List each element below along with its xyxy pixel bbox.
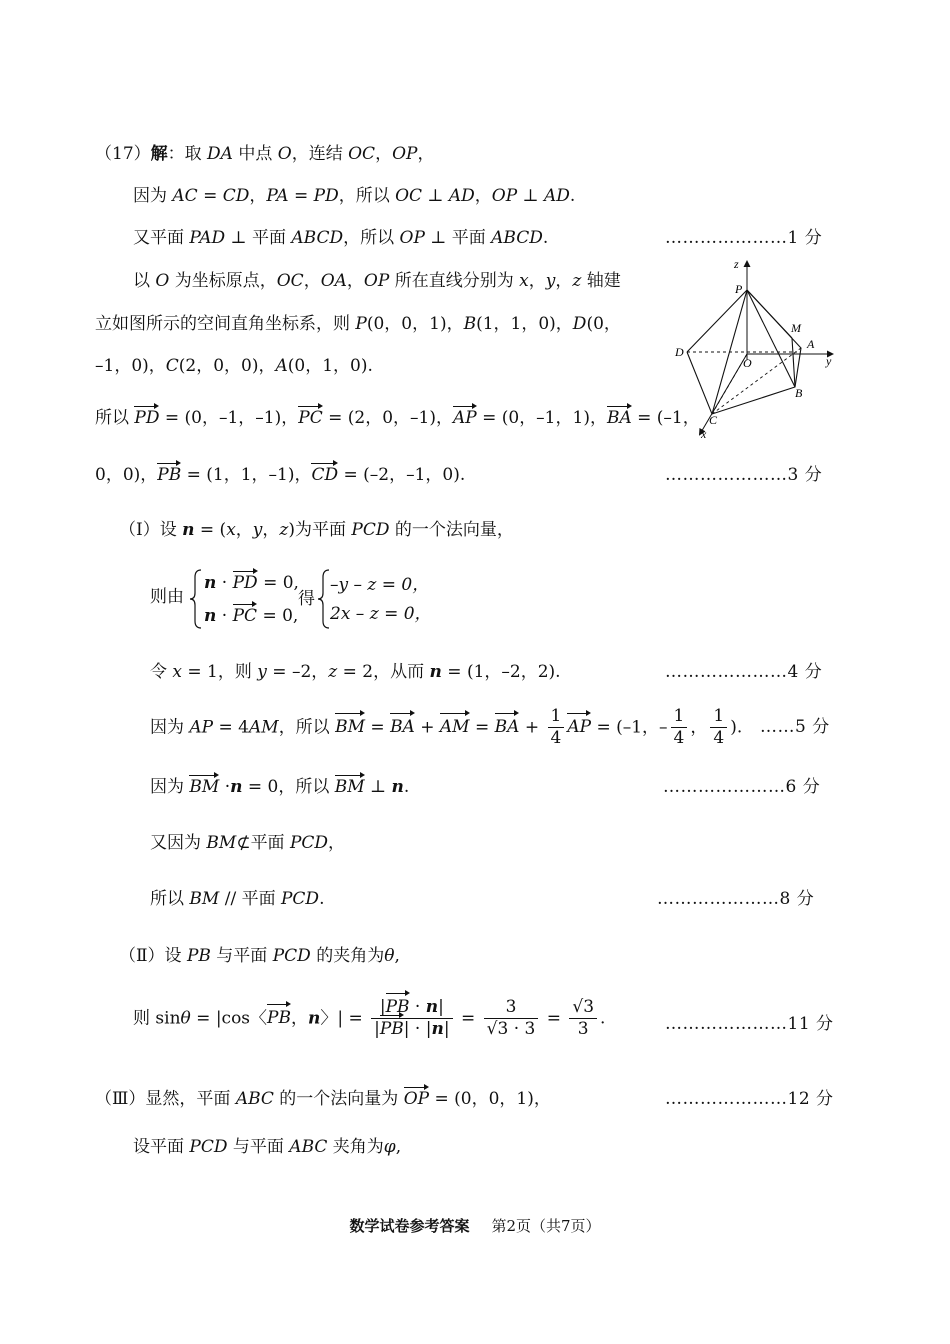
fraction: $\frac{1}{4}$ (671, 706, 688, 750)
text-line: 令 x = 1，则 y = –2，z = 2，从而 n = (1，–2，2). (150, 662, 561, 682)
equation-row: 2x – z = 0， (330, 604, 432, 624)
text-line: 所以 PD = (0，–1，–1)，PC = (2，0，–1)，AP = (0，–1，1)，BA = (–1， (95, 408, 700, 428)
score-marker: …………………3 分 (665, 465, 823, 485)
part-2-heading: （Ⅱ）设 PB 与平面 PCD 的夹角为θ, (119, 946, 400, 966)
score-marker: …………………8 分 (657, 889, 815, 909)
page-number: 第2页（共7页） (491, 1217, 601, 1235)
label-x: x (701, 427, 707, 441)
footer-title: 数学试卷参考答案 (349, 1217, 470, 1235)
text-line: 设平面 PCD 与平面 ABC 夹角为φ, (133, 1137, 402, 1157)
part-3-heading: （Ⅲ）显然，平面 ABC 的一个法向量为 OP = (0，0，1)， (95, 1089, 551, 1109)
problem-17-intro: （17）解：取 DA 中点 O，连结 OC，OP， (95, 144, 435, 164)
label-A: A (807, 337, 815, 351)
text-line: 所以 BM // 平面 PCD. (150, 889, 325, 909)
score-marker: ……5 分 (760, 717, 830, 737)
text-line: 因为 AP = 4AM，所以 BM = BA + AM = BA + $\frac{1}{4}$ AP = (–1，– $\frac{1}{4}$ ， $\frac{1}{4}$ ). (150, 706, 743, 749)
label-O: O (743, 356, 752, 370)
text-line: 则 sinθ = |cos〈PB，n〉| = $\frac{|PB \cdot n|}{|PB| \cdot |n|}$ = $\frac{3}{√3 \cdot 3}$ = $\frac{√3}{3}$ . (133, 997, 606, 1040)
score-marker: …………………4 分 (665, 662, 823, 682)
text-line: 因为 BM ·n = 0，所以 BM ⊥ n. (150, 777, 410, 797)
label-B: B (795, 386, 803, 400)
score-marker: …………………11 分 (665, 1014, 834, 1034)
fraction: $\frac{3}{√3 \cdot 3}$ (484, 997, 539, 1041)
fraction: $\frac{|PB \cdot n|}{|PB| \cdot |n|}$ (371, 997, 452, 1041)
fraction: $\frac{√3}{3}$ (569, 997, 597, 1041)
text-line: 因为 AC = CD，PA = PD，所以 OC ⊥ AD，OP ⊥ AD. (133, 186, 576, 206)
score-marker: …………………6 分 (663, 777, 821, 797)
text-line: 得 (298, 589, 315, 609)
text-line: 则由 (150, 587, 184, 607)
label-y: y (826, 354, 832, 368)
equation-row: n · PC = 0, (204, 606, 299, 626)
text-line: –1，0)，C(2，0，0)，A(0，1，0). (95, 356, 373, 376)
score-marker: …………………12 分 (665, 1089, 834, 1109)
fraction: $\frac{1}{4}$ (548, 706, 565, 750)
score-marker: …………………1 分 (665, 228, 823, 248)
part-1-heading: （Ⅰ）设 n = (x，y，z)为平面 PCD 的一个法向量， (119, 520, 514, 540)
left-brace (318, 569, 330, 629)
page-footer (0, 1215, 950, 1236)
text-line: 以 O 为坐标原点，OC，OA，OP 所在直线分别为 x，y，z 轴建 (133, 271, 621, 291)
equation-row: n · PD = 0, (204, 573, 299, 593)
equation-row: –y – z = 0， (330, 575, 430, 595)
text-line: 又平面 PAD ⊥ 平面 ABCD，所以 OP ⊥ 平面 ABCD. (133, 228, 549, 248)
left-brace (190, 569, 202, 629)
fraction: $\frac{1}{4}$ (710, 706, 727, 750)
text-line: 又因为 BM⊄平面 PCD， (150, 833, 346, 853)
label-D: D (675, 345, 684, 359)
label-C: C (709, 413, 718, 427)
text-line: 0，0)，PB = (1，1，–1)，CD = (–2，–1，0). (95, 465, 466, 485)
label-P: P (735, 282, 743, 296)
text-line: 立如图所示的空间直角坐标系，则 P(0，0，1)，B(1，1，0)，D(0， (95, 314, 621, 334)
label-M: M (791, 321, 801, 335)
label-z: z (734, 257, 739, 271)
